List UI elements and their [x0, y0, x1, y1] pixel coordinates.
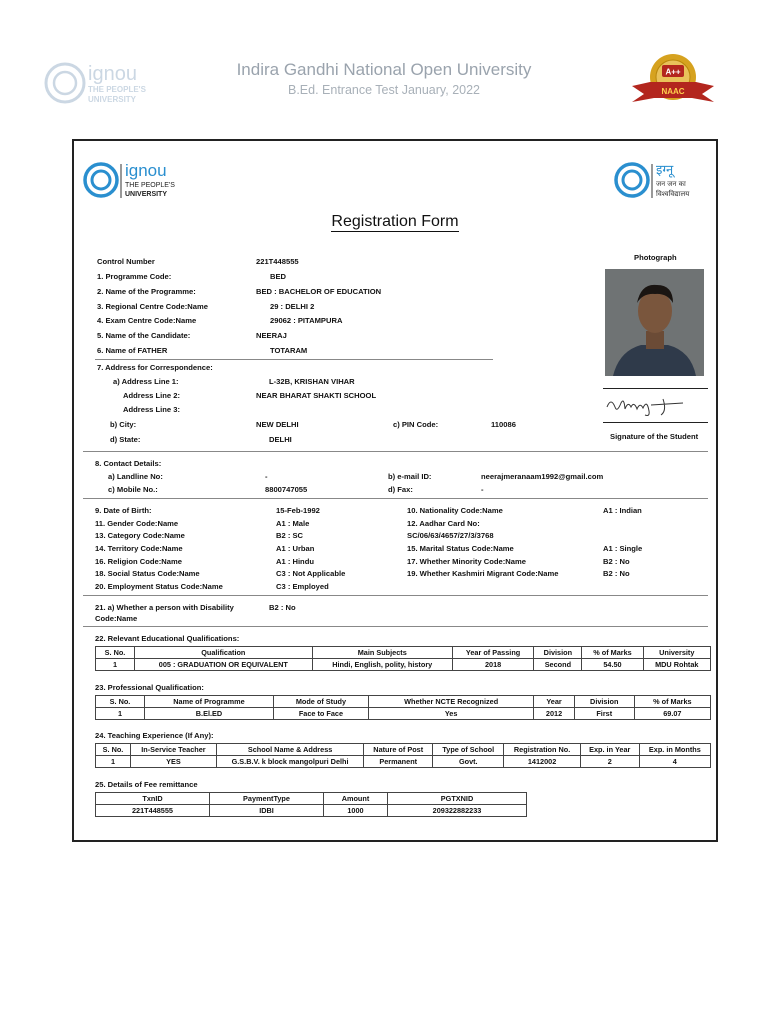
column-header: Division	[534, 647, 582, 659]
teaching-table	[95, 743, 711, 768]
column-header: Main Subjects	[312, 647, 452, 659]
column-header: Year of Passing	[452, 647, 534, 659]
university-title: Indira Gandhi National Open University	[236, 60, 532, 79]
field-label: 2. Name of the Programme:	[97, 287, 196, 296]
address-line1: L-32B, KRISHAN VIHAR	[269, 377, 355, 386]
fee-table	[95, 792, 527, 817]
column-header: S. No.	[96, 647, 135, 659]
ignou-logo-tag1: THE PEOPLE'S	[125, 182, 175, 189]
field-label: 3. Regional Centre Code:Name	[97, 302, 208, 311]
divider	[83, 626, 708, 627]
table-header-row	[96, 696, 711, 708]
signature-bottom-line	[603, 422, 708, 423]
dob-label: 9. Date of Birth:	[95, 506, 152, 515]
email-label: b) e-mail ID:	[388, 472, 432, 481]
form-title: Registration Form	[331, 213, 459, 230]
fax-value: -	[481, 485, 484, 494]
table-row	[96, 659, 711, 671]
column-header: Type of School	[433, 744, 504, 756]
table-cell: 221T448555	[96, 805, 210, 817]
fax-label: d) Fax:	[388, 485, 413, 494]
table-cell: Second	[534, 659, 582, 671]
header-logo-tag2: UNIVERSITY	[88, 95, 137, 104]
table-row	[96, 708, 711, 720]
ignou-logo	[82, 158, 182, 207]
table-cell: 2012	[534, 708, 574, 720]
column-header: % of Marks	[634, 696, 710, 708]
field-value: 29062 : PITAMPURA	[270, 316, 343, 325]
address-line2: NEAR BHARAT SHAKTI SCHOOL	[256, 391, 377, 400]
table-cell: 209322882233	[388, 805, 527, 817]
nationality-value: A1 : Indian	[603, 506, 642, 515]
column-header: S. No.	[96, 744, 131, 756]
field-value: 221T448555	[256, 257, 299, 266]
table-cell: B.El.ED	[145, 708, 274, 720]
column-header: In-Service Teacher	[131, 744, 217, 756]
table-cell: Face to Face	[273, 708, 368, 720]
education-table	[95, 646, 711, 671]
table-cell: 54.50	[582, 659, 643, 671]
table-cell: Yes	[368, 708, 533, 720]
column-header: Year	[534, 696, 574, 708]
teach-heading: 24. Teaching Experience (If Any):	[95, 731, 214, 740]
state-value: DELHI	[269, 435, 292, 444]
table-cell: 69.07	[634, 708, 710, 720]
field-label: Control Number	[97, 257, 155, 266]
signature-top-line	[603, 388, 708, 389]
address-line1-label: a) Address Line 1:	[113, 377, 179, 386]
marital-status-label: 15. Marital Status Code:Name	[407, 544, 514, 553]
table-cell: Permanent	[364, 756, 433, 768]
table-cell: 4	[639, 756, 710, 768]
landline-value: -	[265, 472, 268, 481]
table-header-row	[96, 744, 711, 756]
photo-label: Photograph	[634, 253, 677, 262]
column-header: S. No.	[96, 696, 145, 708]
candidate-photo	[605, 269, 704, 376]
field-label: 5. Name of the Candidate:	[97, 331, 191, 340]
field-label: 6. Name of FATHER	[97, 346, 168, 355]
table-cell: 2	[580, 756, 639, 768]
column-header: School Name & Address	[216, 744, 363, 756]
nationality-label: 10. Nationality Code:Name	[407, 506, 503, 515]
table-cell: 1000	[324, 805, 388, 817]
column-header: Exp. in Year	[580, 744, 639, 756]
column-header: Division	[574, 696, 634, 708]
divider	[83, 451, 708, 452]
column-header: Registration No.	[504, 744, 581, 756]
gender-value: A1 : Male	[276, 519, 310, 528]
table-cell: 2018	[452, 659, 534, 671]
naac-grade: A++	[665, 67, 681, 77]
table-cell: Hindi, English, polity, history	[312, 659, 452, 671]
employment-value: C3 : Employed	[276, 582, 329, 591]
social-status-label: 18. Social Status Code:Name	[95, 569, 200, 578]
fee-heading: 25. Details of Fee remittance	[95, 780, 198, 789]
header-logo-tag1: THE PEOPLE'S	[88, 85, 146, 94]
address-heading: 7. Address for Correspondence:	[97, 363, 213, 372]
exam-subtitle: B.Ed. Entrance Test January, 2022	[287, 83, 481, 97]
gender-label: 11. Gender Code:Name	[95, 519, 179, 528]
minority-value: B2 : No	[603, 557, 630, 566]
mobile-value: 8800747055	[265, 485, 308, 494]
column-header: PGTXNID	[388, 793, 527, 805]
aadhar-label: 12. Aadhar Card No:	[407, 519, 480, 528]
religion-label: 16. Religion Code:Name	[95, 557, 182, 566]
table-row	[96, 805, 527, 817]
address-line2-label: Address Line 2:	[123, 391, 180, 400]
column-header: Nature of Post	[364, 744, 433, 756]
social-status-value: C3 : Not Applicable	[276, 569, 346, 578]
landline-label: a) Landline No:	[108, 472, 163, 481]
field-label: 1. Programme Code:	[97, 272, 172, 281]
student-signature	[603, 393, 708, 419]
field-value: NEERAJ	[256, 331, 287, 340]
divider	[95, 359, 493, 360]
caste-certificate-value: SC/06/63/4657/27/3/3768	[407, 531, 494, 540]
header-logo-text: ignou	[88, 63, 137, 85]
pin-label: c) PIN Code:	[393, 420, 439, 429]
hindi-logo-line3: विश्वविद्यालय	[656, 190, 690, 198]
table-cell: 005 : GRADUATION OR EQUIVALENT	[135, 659, 313, 671]
signature-label: Signature of the Student	[610, 432, 699, 441]
column-header: TxnID	[96, 793, 210, 805]
table-cell: Govt.	[433, 756, 504, 768]
disability-label-2: Code:Name	[95, 614, 138, 623]
territory-label: 14. Territory Code:Name	[95, 544, 183, 553]
table-cell: 1	[96, 708, 145, 720]
table-cell: 1	[96, 756, 131, 768]
column-header: % of Marks	[582, 647, 643, 659]
city-label: b) City:	[110, 420, 137, 429]
table-cell: 1	[96, 659, 135, 671]
email-value: neerajmeranaam1992@gmail.com	[481, 472, 604, 481]
ignou-hindi-logo	[613, 158, 709, 207]
column-header: Mode of Study	[273, 696, 368, 708]
column-header: Exp. in Months	[639, 744, 710, 756]
ignou-logo-text: ignou	[125, 161, 167, 180]
table-cell: 1412002	[504, 756, 581, 768]
table-cell: MDU Rohtak	[643, 659, 710, 671]
contact-heading: 8. Contact Details:	[95, 459, 162, 468]
city-value: NEW DELHI	[256, 420, 299, 429]
field-value: BED : BACHELOR OF EDUCATION	[256, 287, 382, 296]
address-line3-label: Address Line 3:	[123, 405, 180, 414]
column-header: Name of Programme	[145, 696, 274, 708]
category-value: B2 : SC	[276, 531, 304, 540]
field-label: 4. Exam Centre Code:Name	[97, 316, 197, 325]
kashmiri-migrant-label: 19. Whether Kashmiri Migrant Code:Name	[407, 569, 559, 578]
pin-value: 110086	[491, 420, 516, 429]
minority-label: 17. Whether Minority Code:Name	[407, 557, 526, 566]
territory-value: A1 : Urban	[276, 544, 315, 553]
hindi-logo-line2: जन जन का	[656, 180, 686, 188]
employment-label: 20. Employment Status Code:Name	[95, 582, 223, 591]
field-value: TOTARAM	[270, 346, 308, 355]
table-header-row	[96, 793, 527, 805]
kashmiri-migrant-value: B2 : No	[603, 569, 630, 578]
hindi-logo-line1: इग्नू	[656, 163, 674, 178]
disability-value: B2 : No	[269, 603, 296, 612]
edu-heading: 22. Relevant Educational Qualifications:	[95, 634, 240, 643]
prof-heading: 23. Professional Qualification:	[95, 683, 204, 692]
table-cell: First	[574, 708, 634, 720]
professional-table	[95, 695, 711, 720]
dob-value: 15-Feb-1992	[276, 506, 320, 515]
field-value: BED	[270, 272, 287, 281]
table-cell: YES	[131, 756, 217, 768]
ignou-logo-tag2: UNIVERSITY	[125, 191, 168, 198]
marital-status-value: A1 : Single	[603, 544, 643, 553]
religion-value: A1 : Hindu	[276, 557, 314, 566]
table-cell: IDBI	[210, 805, 324, 817]
category-label: 13. Category Code:Name	[95, 531, 185, 540]
naac-label: NAAC	[661, 87, 685, 96]
disability-label: 21. a) Whether a person with Disability	[95, 603, 234, 612]
table-row	[96, 756, 711, 768]
naac-badge	[630, 52, 716, 114]
column-header: PaymentType	[210, 793, 324, 805]
column-header: Amount	[324, 793, 388, 805]
divider	[83, 498, 708, 499]
column-header: Whether NCTE Recognized	[368, 696, 533, 708]
state-label: d) State:	[110, 435, 141, 444]
column-header: Qualification	[135, 647, 313, 659]
divider	[83, 595, 708, 596]
table-header-row	[96, 647, 711, 659]
field-value: 29 : DELHI 2	[270, 302, 315, 311]
table-cell: G.S.B.V. k block mangolpuri Delhi	[216, 756, 363, 768]
mobile-label: c) Mobile No.:	[108, 485, 158, 494]
column-header: University	[643, 647, 710, 659]
